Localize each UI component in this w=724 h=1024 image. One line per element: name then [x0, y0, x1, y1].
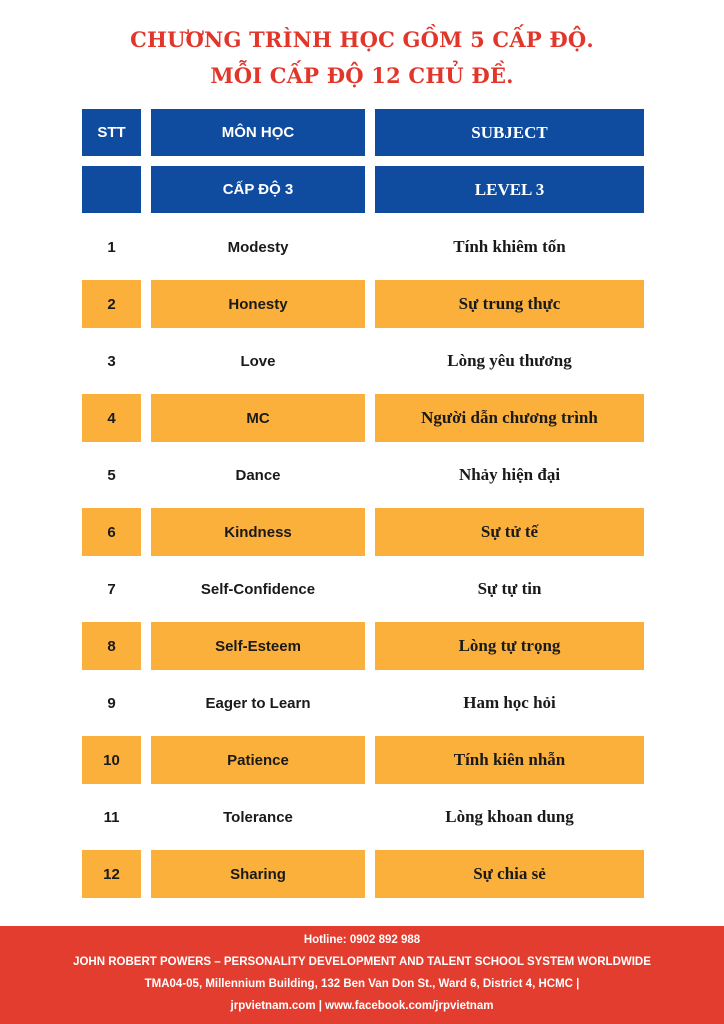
row-number: 4: [82, 394, 141, 442]
row-number: 12: [82, 850, 141, 898]
row-topic-vietnamese: Sự tử tế: [375, 508, 644, 556]
header-level-vi: CẤP ĐỘ 3: [151, 166, 365, 213]
row-topic-english: Dance: [235, 466, 281, 484]
row-number: 1: [107, 238, 116, 256]
row-topic-vietnamese: Tính khiêm tốn: [453, 237, 566, 256]
row-topic-english: Honesty: [151, 280, 365, 328]
row-number: 2: [82, 280, 141, 328]
title-line-1: CHƯƠNG TRÌNH HỌC GỒM 5 CẤP ĐỘ.: [130, 27, 594, 52]
row-topic-vietnamese: Nhảy hiện đại: [458, 465, 561, 484]
row-topic-english: Self-Esteem: [151, 622, 365, 670]
row-topic-vietnamese: Sự chia sẻ: [375, 850, 644, 898]
row-number: 9: [107, 694, 116, 712]
row-number: 6: [82, 508, 141, 556]
row-number: 3: [107, 352, 116, 370]
row-topic-vietnamese: Sự tự tin: [477, 579, 542, 598]
row-topic-vietnamese: Lòng yêu thương: [447, 351, 572, 370]
row-topic-english: Tolerance: [223, 808, 293, 826]
row-topic-vietnamese: Sự trung thực: [375, 280, 644, 328]
header-level-en: LEVEL 3: [375, 166, 644, 213]
row-topic-vietnamese: Người dẫn chương trình: [375, 394, 644, 442]
title-line-2: MỖI CẤP ĐỘ 12 CHỦ ĐỀ.: [210, 63, 514, 88]
header-stt: STT: [82, 109, 141, 156]
row-topic-vietnamese: Ham học hỏi: [463, 693, 556, 712]
header-subject: SUBJECT: [375, 109, 644, 156]
row-topic-english: Kindness: [151, 508, 365, 556]
header-blank: [82, 166, 141, 213]
footer-hotline: Hotline: 0902 892 988: [303, 934, 421, 946]
row-topic-vietnamese: Tính kiên nhẫn: [375, 736, 644, 784]
row-number: 8: [82, 622, 141, 670]
row-topic-english: Modesty: [227, 238, 289, 256]
row-topic-english: MC: [151, 394, 365, 442]
row-topic-vietnamese: Lòng tự trọng: [375, 622, 644, 670]
footer-company: JOHN ROBERT POWERS – PERSONALITY DEVELOPMENT AND TALENT SCHOOL SYSTEM WORLDWIDE: [73, 956, 651, 968]
row-topic-english: Self-Confidence: [200, 580, 316, 598]
row-topic-english: Sharing: [151, 850, 365, 898]
row-number: 7: [107, 580, 116, 598]
row-topic-english: Patience: [151, 736, 365, 784]
row-topic-vietnamese: Lòng khoan dung: [445, 807, 574, 826]
footer-links: jrpvietnam.com | www.facebook.com/jrpvietnam: [230, 1000, 494, 1012]
footer-address: TMA04-05, Millennium Building, 132 Ben Van Don St., Ward 6, District 4, HCMC |: [144, 978, 580, 990]
row-topic-english: Eager to Learn: [205, 694, 311, 712]
row-number: 11: [103, 808, 120, 826]
row-number: 10: [82, 736, 141, 784]
row-number: 5: [107, 466, 116, 484]
header-mon-hoc: MÔN HỌC: [151, 109, 365, 156]
row-topic-english: Love: [240, 352, 276, 370]
footer: [0, 926, 724, 1024]
